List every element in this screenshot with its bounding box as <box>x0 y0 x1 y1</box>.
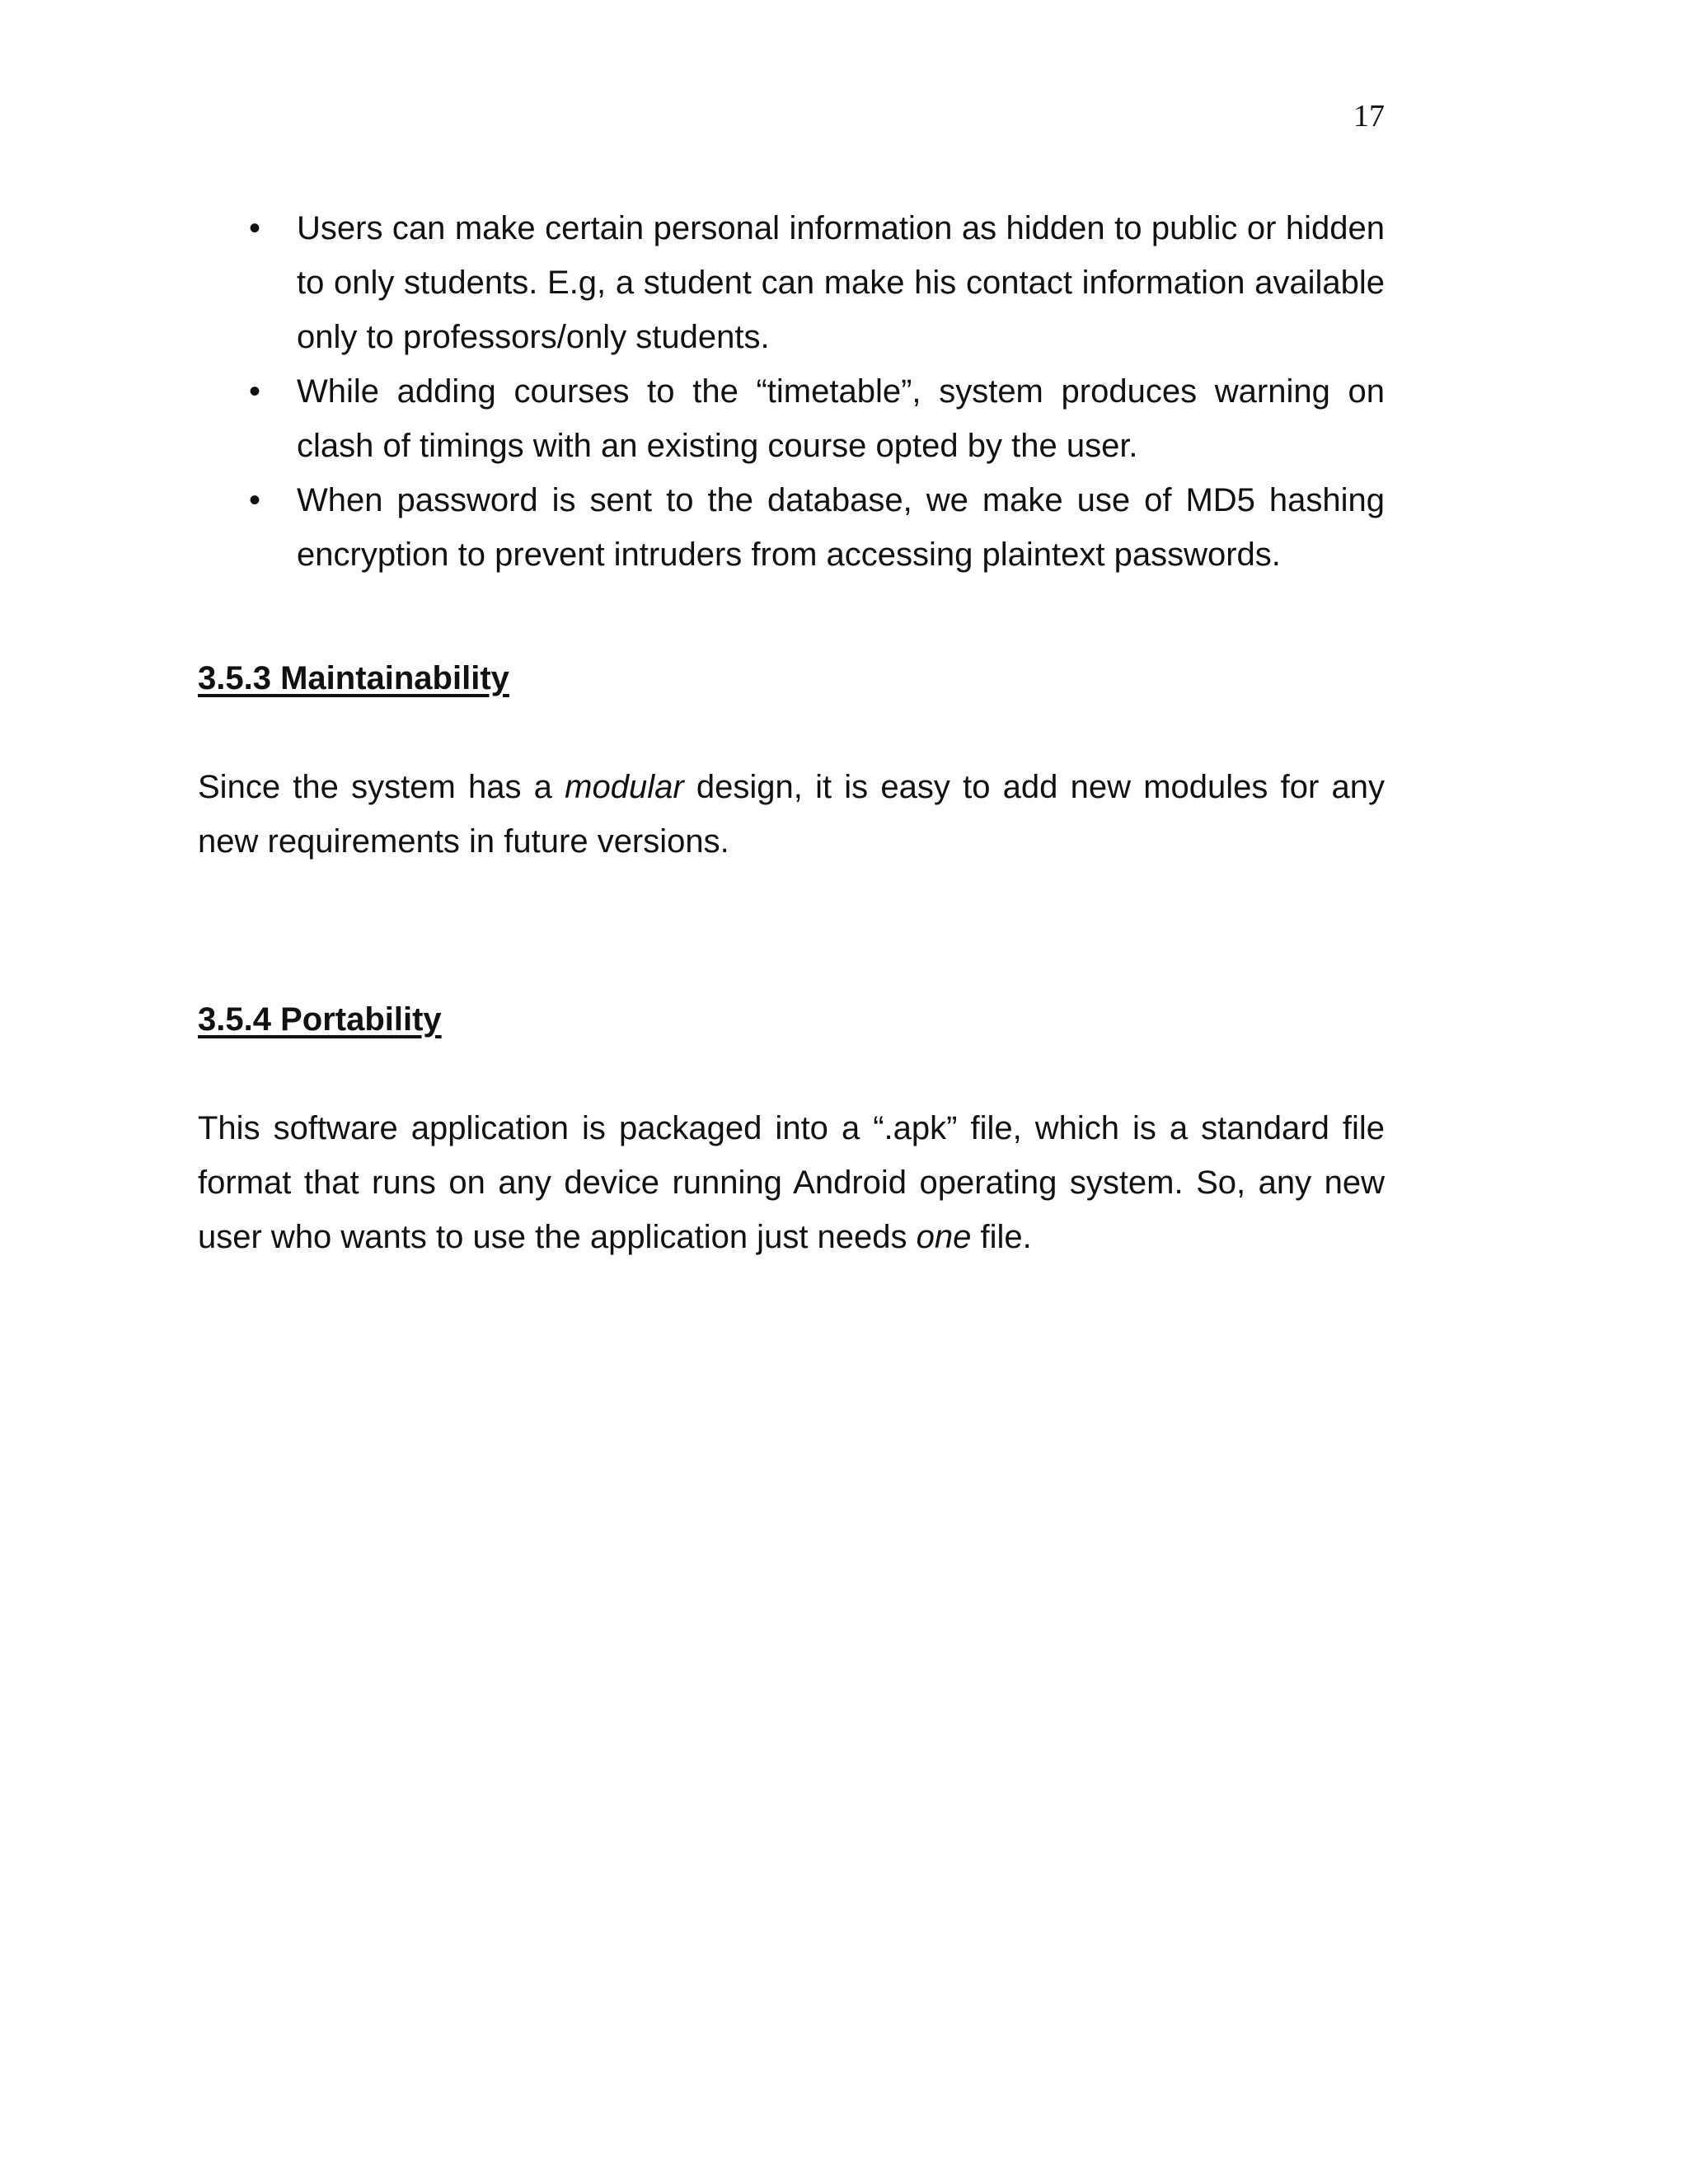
portability-paragraph <box>198 1101 1385 1264</box>
maintainability-paragraph <box>198 760 1385 869</box>
maintainability-text-before: Since the system has a <box>198 769 565 805</box>
portability-text-before: This software application is packaged into a “.apk” file, which is a standard file format that runs on any device running Android operating system. So, any new user who wants to use the application just needs <box>198 1110 1385 1255</box>
bullet-icon: • <box>249 482 261 518</box>
maintainability-emphasis: modular <box>565 769 684 805</box>
list-item-text: While adding courses to the “timetable”, system produces warning on clash of timings with an existing course opted by the user. <box>297 373 1385 464</box>
list-item-text: When password is sent to the database, we make use of MD5 hashing encryption to prevent intruders from accessing plaintext passwords. <box>297 482 1385 573</box>
portability-emphasis: one <box>916 1219 972 1255</box>
list-item <box>198 473 1385 582</box>
bullet-icon: • <box>249 210 261 246</box>
section-heading-maintainability: 3.5.3 Maintainability <box>198 660 509 696</box>
bullet-list <box>198 201 1385 582</box>
page-number: 17 <box>1353 99 1385 134</box>
list-item <box>198 364 1385 473</box>
section-heading-portability: 3.5.4 Portability <box>198 1001 442 1038</box>
bullet-icon: • <box>249 373 261 410</box>
list-item-text: Users can make certain personal information as hidden to public or hidden to only students. E.g, a student can make his contact information available only to professors/only students. <box>297 210 1385 355</box>
maintainability-text-after: design, it is easy to add new modules for any new requirements in future versions. <box>198 769 1385 860</box>
page-content <box>198 201 1385 1264</box>
portability-text-after: file. <box>971 1219 1032 1255</box>
list-item <box>198 201 1385 364</box>
